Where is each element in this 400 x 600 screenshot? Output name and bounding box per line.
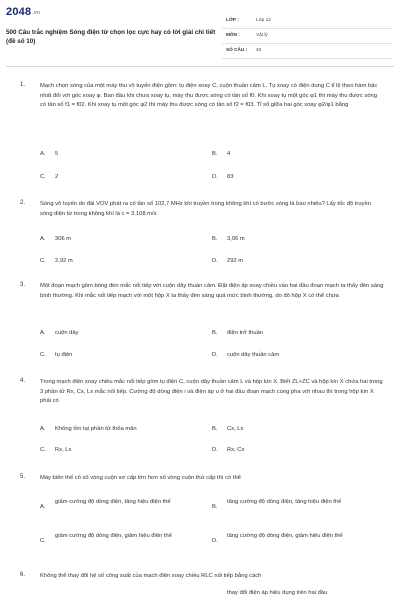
header-divider: [6, 66, 394, 67]
option-text: 2,92 m: [55, 258, 73, 264]
question-text: Một đoạn mạch gồm bóng đèn mắc nối tiếp với cuộn dây thuần cảm. Đặt điện áp xoay chiều vào hai đầu đoạn mạch ta thấy đèn sáng bình thường. Khi mắc nối tiếp mạch với một hộp X ta thấy đèn sáng quá mức bình thường, do đó hộp X có thể chứa: [40, 283, 384, 299]
document-meta: [222, 14, 392, 59]
meta-row-question-count: [222, 44, 392, 59]
question-text: Máy biến thế có số vòng cuộn sơ cấp lớn hơn số vòng cuộn thứ cấp thì có thể: [40, 475, 241, 481]
option-text: 292 m: [227, 258, 244, 264]
option-text: giảm cường độ dòng điện, tăng hiệu điện thế: [55, 499, 171, 505]
option-text: tăng cường độ dòng điện, tăng hiệu điện thế: [227, 499, 342, 505]
option-text: 2: [55, 174, 59, 180]
option-text: 83: [227, 174, 234, 180]
question-text: Không thể thay đổi hệ số công suất của mạch điện xoay chiều RLC nối tiếp bằng cách: [40, 573, 262, 579]
option-letter: D.: [212, 447, 218, 453]
option-text: tụ điện: [55, 352, 73, 358]
option-letter: A.: [40, 151, 46, 157]
option-letter: C.: [40, 174, 46, 180]
option-letter: B.: [212, 426, 218, 432]
option-letter: C.: [40, 258, 46, 264]
question-number: 5.: [20, 474, 26, 480]
logo-text: 2048: [6, 6, 32, 18]
meta-value: Vật lý: [256, 32, 268, 37]
option-text: giảm cường độ dòng điện, giảm hiệu điện thế: [55, 533, 172, 539]
option-letter: B.: [212, 151, 218, 157]
option-text: 3,06 m: [227, 236, 245, 242]
meta-label: LỚP :: [226, 17, 239, 22]
option-letter: A.: [40, 330, 46, 336]
question-number: 6.: [20, 572, 26, 578]
question-number: 4.: [20, 378, 26, 384]
option-letter: B.: [212, 330, 218, 336]
option-text: cuộn dây: [55, 330, 79, 336]
question-text: Sóng vô tuyến do đài VOV phát ra có tần số 102,7 MHz khi truyền trong không khí có bước sóng là bao nhiêu? Lấy tốc độ truyền sóng điện từ trong không khí là c = 3.108 m/s: [40, 201, 371, 217]
question-text: Mạch chọn sóng của một máy thu vô tuyến điện gồm: tụ điện xoay C, cuộn thuần cảm L. Tụ xoay có điện dung C tỉ lệ theo hàm bậc nhất đối với góc xoay φ. Ban đầu khi chưa xoay tụ, máy thu được sóng có tần số f0. Khi xoay tụ một góc φ1 thì máy thu được sóng có tần số f1 = f02. Khi xoay tụ một góc φ2 thì máy thu được sóng có tần số f2 = f03. Tỉ số giữa hai góc xoay φ2/φ1 bằng: [40, 83, 378, 109]
meta-row-grade: [222, 14, 392, 29]
option-text: Cx, Lx: [227, 426, 244, 432]
option-letter: D.: [212, 352, 218, 358]
question-text: Trong mạch điện xoay chiều mắc nối tiếp gồm tụ điện C, cuộn dây thuần cảm L và hộp kín X. Biết ZL>ZC và hộp kín X chứa hai trong 3 phần tử Rx, Cx, Lx mắc nối tiếp. Cường độ dòng điện i và điện áp u ở hai đầu đoạn mạch cùng pha với nhau thì trong hộp kín X phải có: [40, 379, 383, 405]
option-text: cuộn dây thuần cảm: [227, 352, 280, 358]
option-text: thay đổi điện áp hiệu dụng trên hai đầu: [227, 590, 328, 596]
document-header: [0, 0, 400, 66]
meta-value: 40: [256, 47, 262, 52]
logo-suffix: .vn: [32, 10, 41, 16]
meta-label: MÔN :: [226, 32, 240, 37]
option-letter: C.: [40, 447, 46, 453]
option-text: 5: [55, 151, 59, 157]
option-text: 4: [227, 151, 231, 157]
question-number: 2.: [20, 200, 26, 206]
option-letter: A.: [40, 504, 46, 510]
option-letter: B.: [212, 504, 218, 510]
option-text: Rx, Cx: [227, 447, 245, 453]
option-text: 306 m: [55, 236, 72, 242]
option-letter: D.: [212, 174, 218, 180]
option-letter: D.: [212, 538, 218, 544]
meta-label: SỐ CÂU :: [226, 47, 248, 52]
site-logo[interactable]: [6, 6, 40, 18]
option-text: Không tồn tại phần tử thỏa mãn: [55, 426, 137, 432]
question-number: 3.: [20, 282, 26, 288]
meta-row-subject: [222, 29, 392, 44]
option-letter: A.: [40, 236, 46, 242]
option-letter: A.: [40, 426, 46, 432]
option-letter: B.: [212, 236, 218, 242]
option-letter: C.: [40, 538, 46, 544]
meta-value: Lớp 12: [256, 17, 271, 22]
option-letter: D.: [212, 258, 218, 264]
option-text: Rx, Lx: [55, 447, 72, 453]
option-text: điện trở thuần: [227, 330, 264, 336]
document-title: 500 Câu trắc nghiệm Sóng điện từ chọn lọc cực hay có lời giải chi tiết (đề số 10): [6, 29, 216, 45]
question-number: 1.: [20, 82, 26, 88]
option-text: tăng cường độ dòng điện, giảm hiệu điện thế: [227, 533, 343, 539]
option-letter: C.: [40, 352, 46, 358]
